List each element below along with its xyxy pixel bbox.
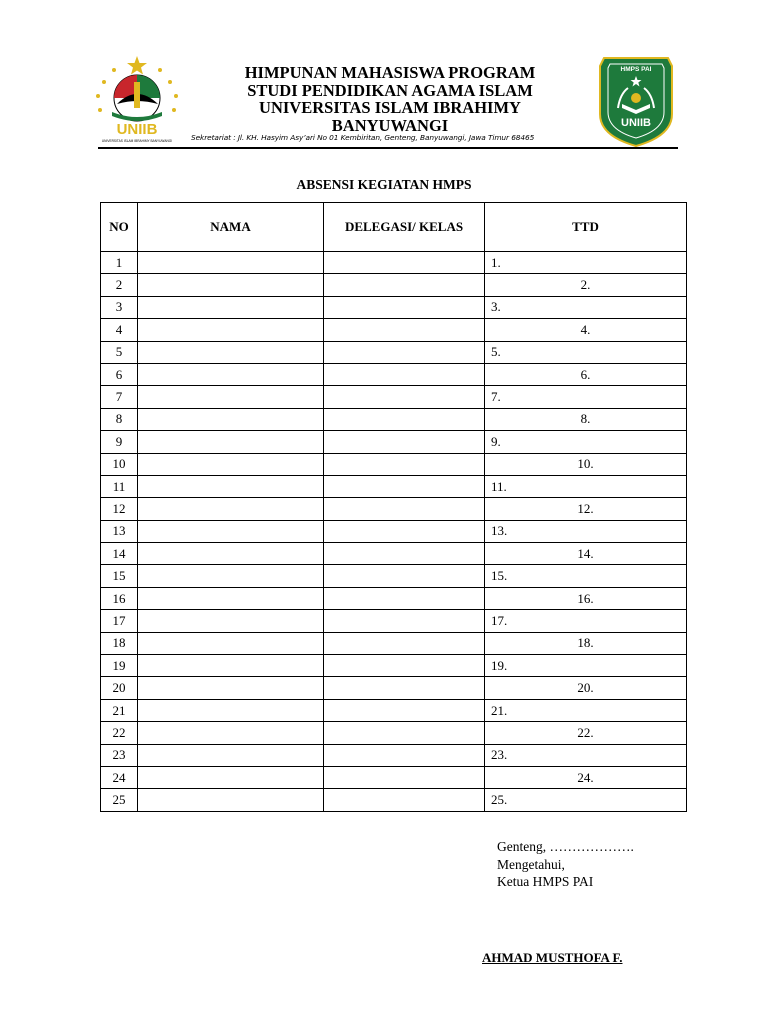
row-number: 6 bbox=[101, 363, 138, 385]
delegation-class-cell[interactable] bbox=[324, 632, 485, 654]
delegation-class-cell[interactable] bbox=[324, 655, 485, 677]
row-number: 10 bbox=[101, 453, 138, 475]
table-row bbox=[101, 677, 687, 699]
delegation-class-cell[interactable] bbox=[324, 699, 485, 721]
delegation-class-cell[interactable] bbox=[324, 744, 485, 766]
table-row bbox=[101, 587, 687, 609]
name-cell[interactable] bbox=[138, 319, 324, 341]
delegation-class-cell[interactable] bbox=[324, 453, 485, 475]
signature-cell[interactable]: 7. bbox=[485, 386, 687, 408]
delegation-class-cell[interactable] bbox=[324, 386, 485, 408]
signature-cell[interactable]: 5. bbox=[485, 341, 687, 363]
name-cell[interactable] bbox=[138, 789, 324, 811]
signature-cell[interactable]: 15. bbox=[485, 565, 687, 587]
signature-cell[interactable]: 21. bbox=[485, 699, 687, 721]
org-line-1: HIMPUNAN MAHASISWA PROGRAM bbox=[244, 63, 536, 82]
header-delegasi-kelas: DELEGASI/ KELAS bbox=[324, 203, 485, 252]
table-row bbox=[101, 475, 687, 497]
name-cell[interactable] bbox=[138, 475, 324, 497]
table-row bbox=[101, 274, 687, 296]
table-row bbox=[101, 341, 687, 363]
delegation-class-cell[interactable] bbox=[324, 341, 485, 363]
name-cell[interactable] bbox=[138, 677, 324, 699]
table-row bbox=[101, 252, 687, 274]
org-line-3: UNIVERSITAS ISLAM IBRAHIMY bbox=[259, 98, 521, 117]
known-by: Mengetahui, bbox=[497, 856, 565, 872]
signature-cell[interactable]: 18. bbox=[485, 632, 687, 654]
row-number: 19 bbox=[101, 655, 138, 677]
name-cell[interactable] bbox=[138, 363, 324, 385]
row-number: 17 bbox=[101, 610, 138, 632]
name-cell[interactable] bbox=[138, 610, 324, 632]
row-number: 5 bbox=[101, 341, 138, 363]
signer-position: Ketua HMPS PAI bbox=[497, 874, 594, 889]
uniib-logo-subtext: UNIVERSITAS ISLAM IBRAHIMY BANYUWANGI bbox=[101, 139, 173, 143]
table-row bbox=[101, 453, 687, 475]
name-cell[interactable] bbox=[138, 408, 324, 430]
name-cell[interactable] bbox=[138, 296, 324, 318]
table-row bbox=[101, 543, 687, 565]
delegation-class-cell[interactable] bbox=[324, 789, 485, 811]
name-cell[interactable] bbox=[138, 386, 324, 408]
name-cell[interactable] bbox=[138, 655, 324, 677]
table-row bbox=[101, 632, 687, 654]
signature-cell[interactable]: 9. bbox=[485, 431, 687, 453]
signature-cell[interactable]: 1. bbox=[485, 252, 687, 274]
signature-cell[interactable]: 3. bbox=[485, 296, 687, 318]
signature-cell[interactable]: 17. bbox=[485, 610, 687, 632]
delegation-class-cell[interactable] bbox=[324, 543, 485, 565]
hmps-pai-logo bbox=[596, 52, 676, 148]
header-ttd: TTD bbox=[485, 203, 687, 252]
delegation-class-cell[interactable] bbox=[324, 520, 485, 542]
delegation-class-cell[interactable] bbox=[324, 587, 485, 609]
signature-cell[interactable]: 16. bbox=[485, 587, 687, 609]
secretariat-address: Sekretariat : Jl. KH. Hasyim Asy’ari No 01 Kembiritan, Genteng, Banyuwangi, Jawa Timur 68465 bbox=[191, 133, 535, 142]
name-cell[interactable] bbox=[138, 274, 324, 296]
table-row bbox=[101, 498, 687, 520]
signature-cell[interactable]: 23. bbox=[485, 744, 687, 766]
signature-cell[interactable]: 10. bbox=[485, 453, 687, 475]
table-row bbox=[101, 319, 687, 341]
name-cell[interactable] bbox=[138, 498, 324, 520]
name-cell[interactable] bbox=[138, 431, 324, 453]
table-row bbox=[101, 699, 687, 721]
uniib-logo-text: UNIIB bbox=[116, 121, 158, 138]
signature-cell[interactable]: 6. bbox=[485, 363, 687, 385]
name-cell[interactable] bbox=[138, 252, 324, 274]
signature-cell[interactable]: 13. bbox=[485, 520, 687, 542]
delegation-class-cell[interactable] bbox=[324, 610, 485, 632]
signature-cell[interactable]: 20. bbox=[485, 677, 687, 699]
signer-name: AHMAD MUSTHOFA F. bbox=[482, 950, 623, 965]
delegation-class-cell[interactable] bbox=[324, 677, 485, 699]
row-number: 16 bbox=[101, 587, 138, 609]
uniib-logo bbox=[92, 54, 182, 146]
signature-cell[interactable]: 8. bbox=[485, 408, 687, 430]
delegation-class-cell[interactable] bbox=[324, 475, 485, 497]
table-row bbox=[101, 386, 687, 408]
delegation-class-cell[interactable] bbox=[324, 296, 485, 318]
row-number: 22 bbox=[101, 722, 138, 744]
delegation-class-cell[interactable] bbox=[324, 766, 485, 788]
name-cell[interactable] bbox=[138, 632, 324, 654]
signature-cell[interactable]: 12. bbox=[485, 498, 687, 520]
name-cell[interactable] bbox=[138, 543, 324, 565]
name-cell[interactable] bbox=[138, 453, 324, 475]
table-row bbox=[101, 363, 687, 385]
row-number: 8 bbox=[101, 408, 138, 430]
row-number: 23 bbox=[101, 744, 138, 766]
table-row bbox=[101, 520, 687, 542]
delegation-class-cell[interactable] bbox=[324, 498, 485, 520]
signature-block bbox=[497, 838, 634, 891]
row-number: 11 bbox=[101, 475, 138, 497]
delegation-class-cell[interactable] bbox=[324, 408, 485, 430]
row-number: 3 bbox=[101, 296, 138, 318]
table-row bbox=[101, 296, 687, 318]
delegation-class-cell[interactable] bbox=[324, 274, 485, 296]
name-cell[interactable] bbox=[138, 341, 324, 363]
header-nama: NAMA bbox=[138, 203, 324, 252]
delegation-class-cell[interactable] bbox=[324, 252, 485, 274]
org-line-2: STUDI PENDIDIKAN AGAMA ISLAM bbox=[247, 80, 533, 100]
table-row bbox=[101, 722, 687, 744]
row-number: 18 bbox=[101, 632, 138, 654]
table-header-row bbox=[101, 203, 687, 252]
signature-cell[interactable]: 11. bbox=[485, 475, 687, 497]
row-number: 1 bbox=[101, 252, 138, 274]
document-title: ABSENSI KEGIATAN HMPS bbox=[296, 177, 472, 192]
delegation-class-cell[interactable] bbox=[324, 565, 485, 587]
row-number: 12 bbox=[101, 498, 138, 520]
row-number: 20 bbox=[101, 677, 138, 699]
row-number: 25 bbox=[101, 789, 138, 811]
row-number: 7 bbox=[101, 386, 138, 408]
place-date: Genteng, ………………. bbox=[497, 839, 634, 854]
signature-cell[interactable]: 24. bbox=[485, 766, 687, 788]
header-no: NO bbox=[101, 203, 138, 252]
row-number: 13 bbox=[101, 520, 138, 542]
delegation-class-cell[interactable] bbox=[324, 319, 485, 341]
row-number: 4 bbox=[101, 319, 138, 341]
delegation-class-cell[interactable] bbox=[324, 722, 485, 744]
delegation-class-cell[interactable] bbox=[324, 431, 485, 453]
signature-cell[interactable]: 19. bbox=[485, 655, 687, 677]
name-cell[interactable] bbox=[138, 520, 324, 542]
organization-name bbox=[190, 64, 590, 134]
row-number: 24 bbox=[101, 766, 138, 788]
hmps-logo-top-text: HMPS PAI bbox=[620, 66, 652, 73]
name-cell[interactable] bbox=[138, 699, 324, 721]
row-number: 9 bbox=[101, 431, 138, 453]
row-number: 21 bbox=[101, 699, 138, 721]
name-cell[interactable] bbox=[138, 565, 324, 587]
signature-cell[interactable]: 22. bbox=[485, 722, 687, 744]
attendance-rows bbox=[101, 252, 687, 812]
signature-cell[interactable]: 14. bbox=[485, 543, 687, 565]
table-row bbox=[101, 789, 687, 811]
name-cell[interactable] bbox=[138, 587, 324, 609]
table-row bbox=[101, 431, 687, 453]
name-cell[interactable] bbox=[138, 744, 324, 766]
delegation-class-cell[interactable] bbox=[324, 363, 485, 385]
signature-cell[interactable]: 4. bbox=[485, 319, 687, 341]
hmps-logo-bottom-text: UNIIB bbox=[621, 117, 651, 129]
row-number: 14 bbox=[101, 543, 138, 565]
table-row bbox=[101, 766, 687, 788]
table-row bbox=[101, 565, 687, 587]
org-line-4: BANYUWANGI bbox=[331, 115, 449, 135]
name-cell[interactable] bbox=[138, 722, 324, 744]
table-row bbox=[101, 610, 687, 632]
row-number: 15 bbox=[101, 565, 138, 587]
name-cell[interactable] bbox=[138, 766, 324, 788]
signature-cell[interactable]: 2. bbox=[485, 274, 687, 296]
table-row bbox=[101, 408, 687, 430]
signature-cell[interactable]: 25. bbox=[485, 789, 687, 811]
header-divider bbox=[98, 147, 678, 149]
row-number: 2 bbox=[101, 274, 138, 296]
attendance-table bbox=[100, 202, 687, 812]
table-row bbox=[101, 655, 687, 677]
table-row bbox=[101, 744, 687, 766]
